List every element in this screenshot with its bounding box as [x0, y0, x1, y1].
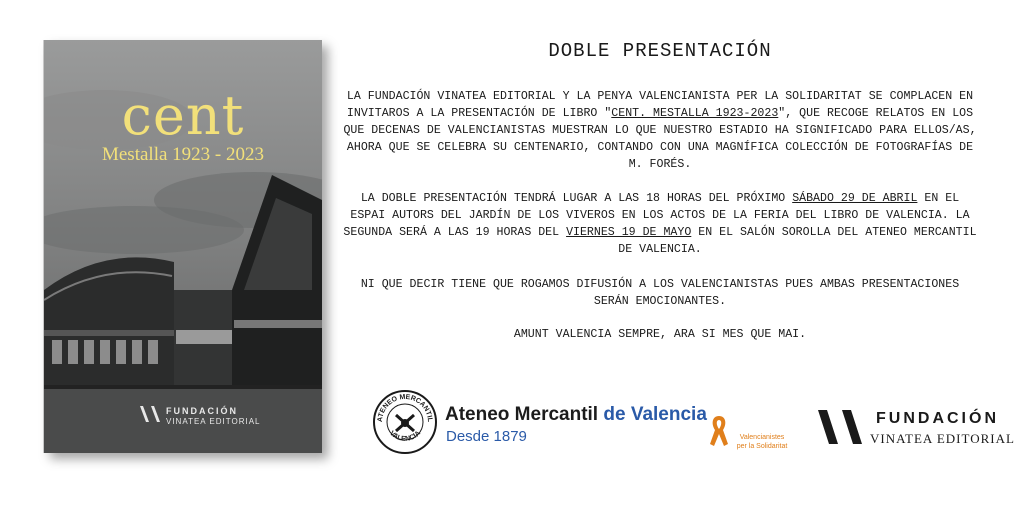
- paragraph-dates-middle: EN EL ESPAI AUTORS DEL JARDÍN DE LOS VIVEROS EN LOS ACTOS DE LA FERIA DEL LIBRO DE VALENCIA. LA SEGUNDA SERÁ A LAS 19 HORAS DEL: [343, 192, 970, 239]
- vinatea-logo-icon: [818, 410, 862, 444]
- vinatea-name-line1: FUNDACIÓN: [876, 410, 999, 427]
- vinatea-logo-icon: [140, 406, 160, 422]
- penya-line2: per la Solidaritat: [736, 443, 788, 450]
- ateneo-seal-icon: [372, 389, 438, 455]
- cover-publisher-line1: FUNDACIÓN: [166, 406, 238, 416]
- cover-publisher-line2: VINATEA EDITORIAL: [166, 417, 261, 426]
- ateneo-seal-bottom: VALENCIA: [388, 429, 422, 443]
- ateneo-name-part2: de Valencia: [603, 404, 707, 425]
- book-title-link: CENT. MESTALLA 1923-2023: [611, 107, 779, 120]
- paragraph-closing: AMUNT VALENCIA SEMPRE, ARA SI MES QUE MAI.: [513, 328, 807, 341]
- first-date: SÁBADO 29 DE ABRIL: [792, 192, 918, 205]
- vinatea-name-line2: VINATEA EDITORIAL: [870, 431, 1015, 446]
- penya-line1: Valencianistes: [739, 434, 785, 441]
- second-date: VIERNES 19 DE MAYO: [566, 226, 692, 239]
- ateneo-name: [445, 404, 707, 426]
- penya-name: [727, 433, 797, 451]
- page-title: DOBLE PRESENTACIÓN: [548, 40, 772, 62]
- paragraph-diffusion: NI QUE DECIR TIENE QUE ROGAMOS DIFUSIÓN A LOS VALENCIANISTAS PUES AMBAS PRESENTACIONES SERÁN EMOCIONANTES.: [360, 278, 960, 308]
- paragraph-invitation: [340, 88, 980, 173]
- paragraph-invitation-start: LA FUNDACIÓN VINATEA EDITORIAL Y LA PENYA VALENCIANISTA PER LA SOLIDARITAT SE COMPLACEN EN INVITAROS A LA PRESENTACIÓN DE LIBRO ": [346, 90, 974, 120]
- paragraph-dates-start: LA DOBLE PRESENTACIÓN TENDRÁ LUGAR A LAS 18 HORAS DEL PRÓXIMO: [360, 192, 793, 205]
- ateneo-name-part1: Ateneo Mercantil: [445, 404, 604, 425]
- paragraph-dates-end: EN EL SALÓN SOROLLA DEL ATENEO MERCANTIL DE VALENCIA.: [618, 226, 977, 256]
- ateneo-since: Desde 1879: [446, 428, 527, 445]
- ateneo-seal-top: ATENEO MERCANTIL: [376, 393, 434, 423]
- book-cover: [44, 40, 322, 453]
- cover-title: cent: [121, 84, 245, 147]
- paragraph-invitation-end: ", QUE RECOGE RELATOS EN LOS QUE DECENAS DE VALENCIANISTAS MUESTRAN LO QUE NUESTRO ESTADIO HA SIGNIFICADO PARA ELLOS/AS, AHORA QUE SE CELEBRA SU CENTENARIO, CONTANDO CON UNA MAGNÍFICA COLECCIÓN DE FOTOGRAFÍAS DE M. FORÉS.: [343, 107, 977, 171]
- paragraph-dates: [340, 190, 980, 258]
- cover-subtitle: Mestalla 1923 - 2023: [101, 144, 264, 165]
